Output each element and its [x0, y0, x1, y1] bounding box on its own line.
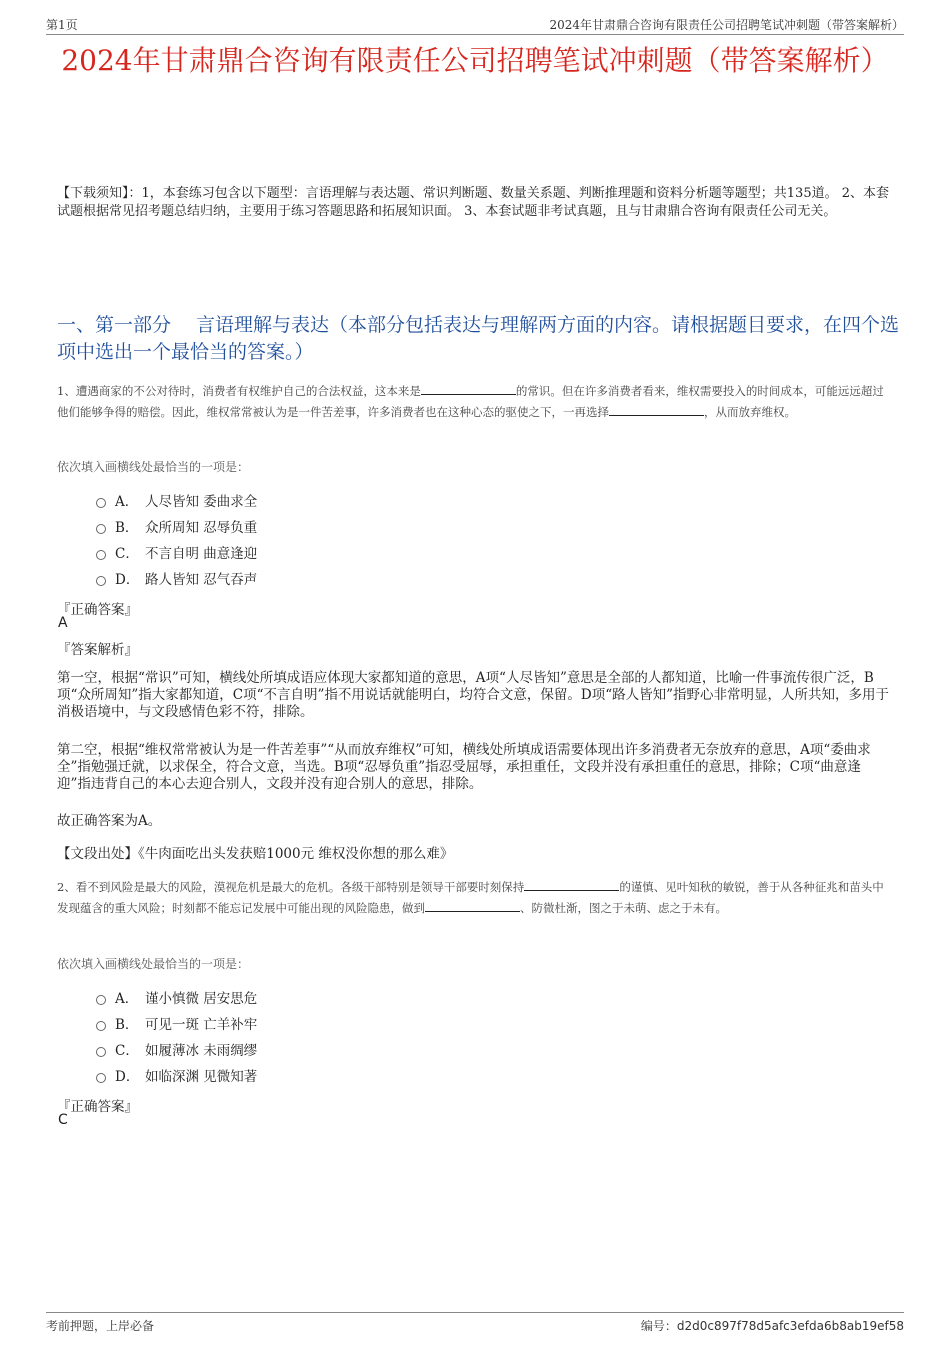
page-header	[46, 14, 904, 35]
analysis-label: 『答案解析』	[57, 642, 138, 658]
option-a[interactable]: A． 谨小慎微 居安思危	[96, 984, 257, 1010]
option-d[interactable]: D． 如临深渊 见微知著	[96, 1062, 257, 1088]
correct-answer-label: 『正确答案』	[57, 602, 138, 618]
option-b[interactable]: B． 众所周知 忍辱负重	[96, 513, 257, 539]
download-notice: 【下载须知】：1，本套练习包含以下题型：言语理解与表达题、常识判断题、数量关系题、判断推理题和资料分析题等题型；共135道。 2、本套试题根据常见招考题总结归纳，主要用于练习答题思路和拓展知识面。 3、本套试题非考试真题，且与甘肃鼎合咨询有限责任公司无关。	[57, 186, 889, 219]
radio-icon[interactable]	[96, 498, 106, 508]
question-2-stem-part-a: 2、看不到风险是最大的风险，漠视危机是最大的危机。各级干部特别是领导干部要时刻保持	[57, 880, 525, 894]
analysis-conclusion: 故正确答案为A。	[57, 813, 162, 829]
radio-icon[interactable]	[96, 1073, 106, 1083]
option-c[interactable]: C． 如履薄冰 未雨绸缪	[96, 1036, 257, 1062]
option-d[interactable]: D． 路人皆知 忍气吞声	[96, 565, 257, 591]
section-title: 一、第一部分 言语理解与表达（本部分包括表达与理解两方面的内容。请根据题目要求，在四个选项中选出一个最恰当的答案。）	[57, 314, 900, 363]
question-1-stem	[57, 381, 895, 423]
radio-icon[interactable]	[96, 1021, 106, 1031]
option-a[interactable]: A． 人尽皆知 委曲求全	[96, 487, 257, 513]
fill-blank	[609, 403, 704, 416]
footer-slogan: 考前押题，上岸必备	[46, 1319, 155, 1333]
document-title: 2024年甘肃鼎合咨询有限责任公司招聘笔试冲刺题（带答案解析）	[61, 44, 889, 77]
question-2-stem-part-b: 的谨慎、见叶知秋的敏锐，善于从各种征兆和苗头中发现蕴含的重大风险；时刻都不能忘记发展中可能出现的风险隐患，做到	[57, 880, 884, 915]
option-b[interactable]: B． 可见一斑 亡羊补牢	[96, 1010, 257, 1036]
question-1-stem-part-a: 1、遭遇商家的不公对待时，消费者有权维护自己的合法权益，这本来是	[57, 384, 421, 398]
question-2-prompt: 依次填入画横线处最恰当的一项是：	[57, 957, 250, 971]
question-1-stem-part-b: 的常识。但在许多消费者看来，维权需要投入的时间成本，可能远远超过他们能够争得的赔偿。因此，维权常常被认为是一件苦差事，许多消费者也在这种心态的驱使之下，一再选择	[57, 384, 884, 419]
question-2-options	[96, 984, 257, 1088]
correct-answer-label: 『正确答案』	[57, 1099, 138, 1115]
passage-source: 【文段出处】《牛肉面吃出头发获赔1000元 维权没你想的那么难》	[57, 846, 454, 862]
page-footer	[46, 1312, 904, 1335]
radio-icon[interactable]	[96, 524, 106, 534]
option-c[interactable]: C． 不言自明 曲意逢迎	[96, 539, 257, 565]
fill-blank	[421, 382, 516, 395]
analysis-paragraph-1: 第一空，根据“常识”可知，横线处所填成语应体现大家都知道的意思，A项“人尽皆知”意思是全部的人都知道，比喻一件事流传很广泛，B项“众所周知”指大家都知道，C项“不言自明”指不用说话就能明白，均符合文意，保留。D项“路人皆知”指野心非常明显，人所共知，多用于消极语境中，与文段感情色彩不符，排除。	[57, 670, 890, 720]
radio-icon[interactable]	[96, 550, 106, 560]
question-1-stem-part-c: ，从而放弃维权。	[704, 405, 796, 419]
radio-icon[interactable]	[96, 1047, 106, 1057]
analysis-paragraph-2: 第二空，根据“维权常常被认为是一件苦差事”“从而放弃维权”可知，横线处所填成语需要体现出许多消费者无奈放弃的意思，A项“委曲求全”指勉强迁就，以求保全，符合文意，当选。B项“忍辱负重”指忍受屈辱，承担重任，文段并没有承担重任的意思，排除；C项“曲意逢迎”指违背自己的本心去迎合别人，文段并没有迎合别人的意思，排除。	[57, 742, 871, 792]
page-number: 第1页	[46, 18, 78, 32]
radio-icon[interactable]	[96, 995, 106, 1005]
header-doc-title: 2024年甘肃鼎合咨询有限责任公司招聘笔试冲刺题（带答案解析）	[549, 18, 904, 32]
question-2-stem-part-c: 、防微杜渐，图之于未萌、虑之于未有。	[520, 901, 727, 915]
question-2-stem	[57, 877, 895, 919]
question-1-prompt: 依次填入画横线处最恰当的一项是：	[57, 460, 250, 474]
fill-blank	[425, 899, 520, 912]
question-1-options	[96, 487, 257, 591]
fill-blank	[524, 878, 619, 891]
correct-answer-value: C	[58, 1112, 68, 1128]
document-code: 编号：d2d0c897f78d5afc3efda6b8ab19ef58	[640, 1319, 904, 1333]
correct-answer-value: A	[58, 615, 68, 631]
radio-icon[interactable]	[96, 576, 106, 586]
